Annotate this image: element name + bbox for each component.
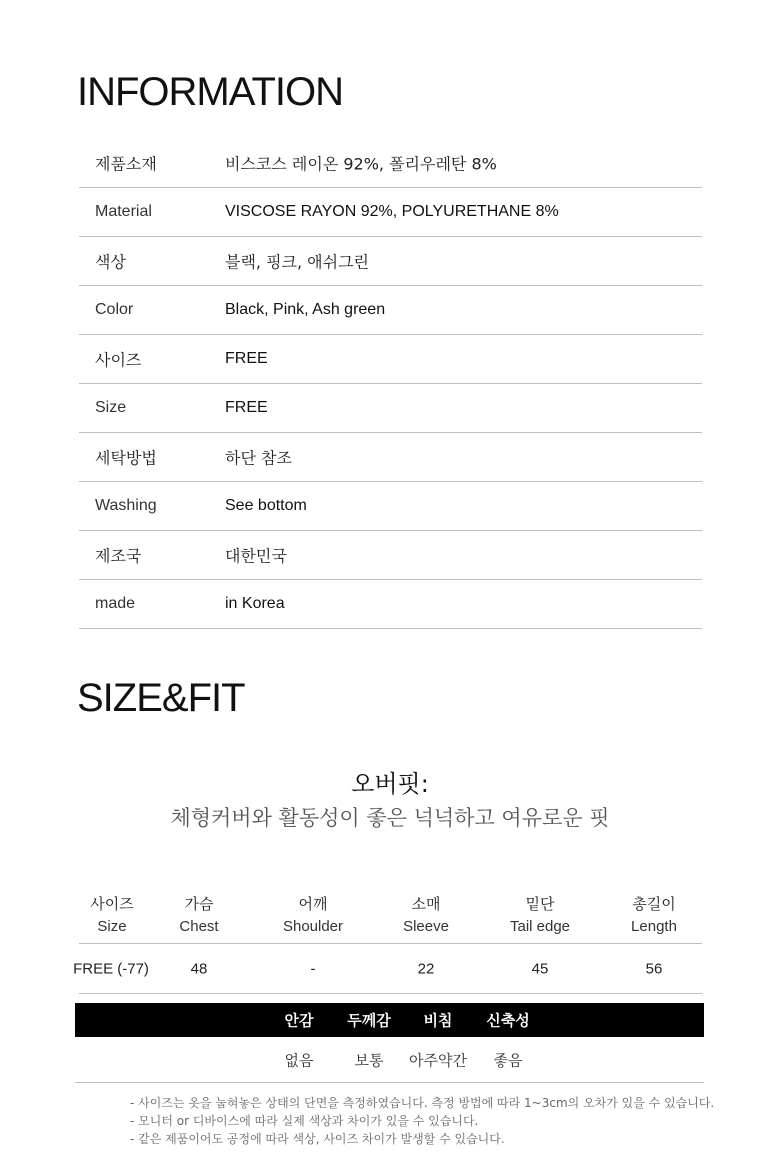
feel-value-sheerness: 아주약간 <box>409 1051 467 1069</box>
cell-sleeve: 22 <box>417 960 435 977</box>
column-label-ko: 총길이 <box>632 895 676 913</box>
info-row <box>79 482 702 531</box>
information-title: INFORMATION <box>77 70 344 114</box>
information-table <box>79 139 702 629</box>
info-label: 색상 <box>95 252 126 272</box>
note-line: - 같은 제품이어도 공정에 따라 색상, 사이즈 차이가 발생할 수 있습니다. <box>130 1132 505 1146</box>
info-value: See bottom <box>225 497 307 514</box>
info-value: 대한민국 <box>225 546 287 566</box>
info-value: Black, Pink, Ash green <box>225 301 386 318</box>
column-header-shoulder <box>283 889 343 943</box>
cell-tail-edge: 45 <box>531 960 549 977</box>
column-label-en: Size <box>97 918 127 935</box>
feel-label-lining: 안감 <box>284 1011 314 1030</box>
size-table-header <box>79 889 702 944</box>
column-label-ko: 밑단 <box>525 895 555 913</box>
cell-size: FREE (-77) <box>73 960 149 977</box>
info-value: in Korea <box>225 595 285 612</box>
feel-label-thickness: 두께감 <box>347 1011 391 1030</box>
info-row <box>79 139 702 188</box>
info-row <box>79 188 702 237</box>
info-value: 하단 참조 <box>225 448 292 468</box>
info-row <box>79 384 702 433</box>
column-label-en: Sleeve <box>403 918 449 935</box>
info-value: 블랙, 핑크, 애쉬그린 <box>225 252 369 272</box>
column-header-length <box>631 889 677 943</box>
info-row <box>79 433 702 482</box>
info-label: Color <box>95 301 134 318</box>
column-label-ko: 소매 <box>411 895 441 913</box>
size-fit-title: SIZE&FIT <box>77 676 245 720</box>
info-value: FREE <box>225 399 268 416</box>
info-value: VISCOSE RAYON 92%, POLYURETHANE 8% <box>225 203 559 220</box>
column-label-ko: 어깨 <box>298 895 328 913</box>
cell-shoulder: - <box>310 960 316 977</box>
size-notes <box>130 1094 714 1148</box>
feel-value-thickness: 보통 <box>354 1051 384 1069</box>
table-row <box>73 944 702 994</box>
info-label: 제조국 <box>95 546 142 566</box>
column-header-chest <box>179 889 218 943</box>
size-table <box>73 889 702 994</box>
cell-chest: 48 <box>190 960 208 977</box>
info-row <box>79 531 702 580</box>
info-row <box>79 580 702 629</box>
column-header-size <box>90 889 133 943</box>
fit-description: 체형커버와 활동성이 좋은 넉넉하고 여유로운 핏 <box>170 806 610 830</box>
fabric-feel-header <box>75 1003 704 1037</box>
fabric-feel-values <box>75 1037 704 1083</box>
column-label-ko: 가슴 <box>184 895 214 913</box>
column-header-sleeve <box>403 889 449 943</box>
column-header-tail-edge <box>510 889 570 943</box>
feel-value-stretch: 좋음 <box>493 1051 523 1069</box>
info-label: 세탁방법 <box>95 448 157 468</box>
info-label: Material <box>95 203 152 220</box>
column-label-en: Chest <box>179 918 219 935</box>
info-value: FREE <box>225 350 268 367</box>
note-line: - 모니터 or 디바이스에 따라 실제 색상과 차이가 있을 수 있습니다. <box>130 1114 479 1128</box>
column-label-en: Shoulder <box>282 918 344 935</box>
column-label-en: Tail edge <box>509 918 571 935</box>
column-label-en: Length <box>631 918 677 935</box>
column-label-ko: 사이즈 <box>90 895 134 913</box>
cell-length: 56 <box>645 960 663 977</box>
fit-name: 오버핏: <box>351 770 429 798</box>
feel-label-stretch: 신축성 <box>486 1011 530 1030</box>
info-label: Washing <box>95 497 157 514</box>
feel-label-sheerness: 비침 <box>423 1011 453 1030</box>
info-value: 비스코스 레이온 92%, 폴리우레탄 8% <box>225 154 497 174</box>
feel-value-lining: 없음 <box>284 1051 314 1069</box>
info-row <box>79 335 702 384</box>
note-line: - 사이즈는 옷을 눕혀놓은 상태의 단면을 측정하였습니다. 측정 방법에 따라 1~3cm의 오차가 있을 수 있습니다. <box>130 1096 715 1110</box>
info-label: 제품소재 <box>95 154 157 174</box>
info-row <box>79 286 702 335</box>
info-label: 사이즈 <box>95 350 142 370</box>
info-label: made <box>95 595 136 612</box>
info-row <box>79 237 702 286</box>
info-label: Size <box>95 399 127 416</box>
